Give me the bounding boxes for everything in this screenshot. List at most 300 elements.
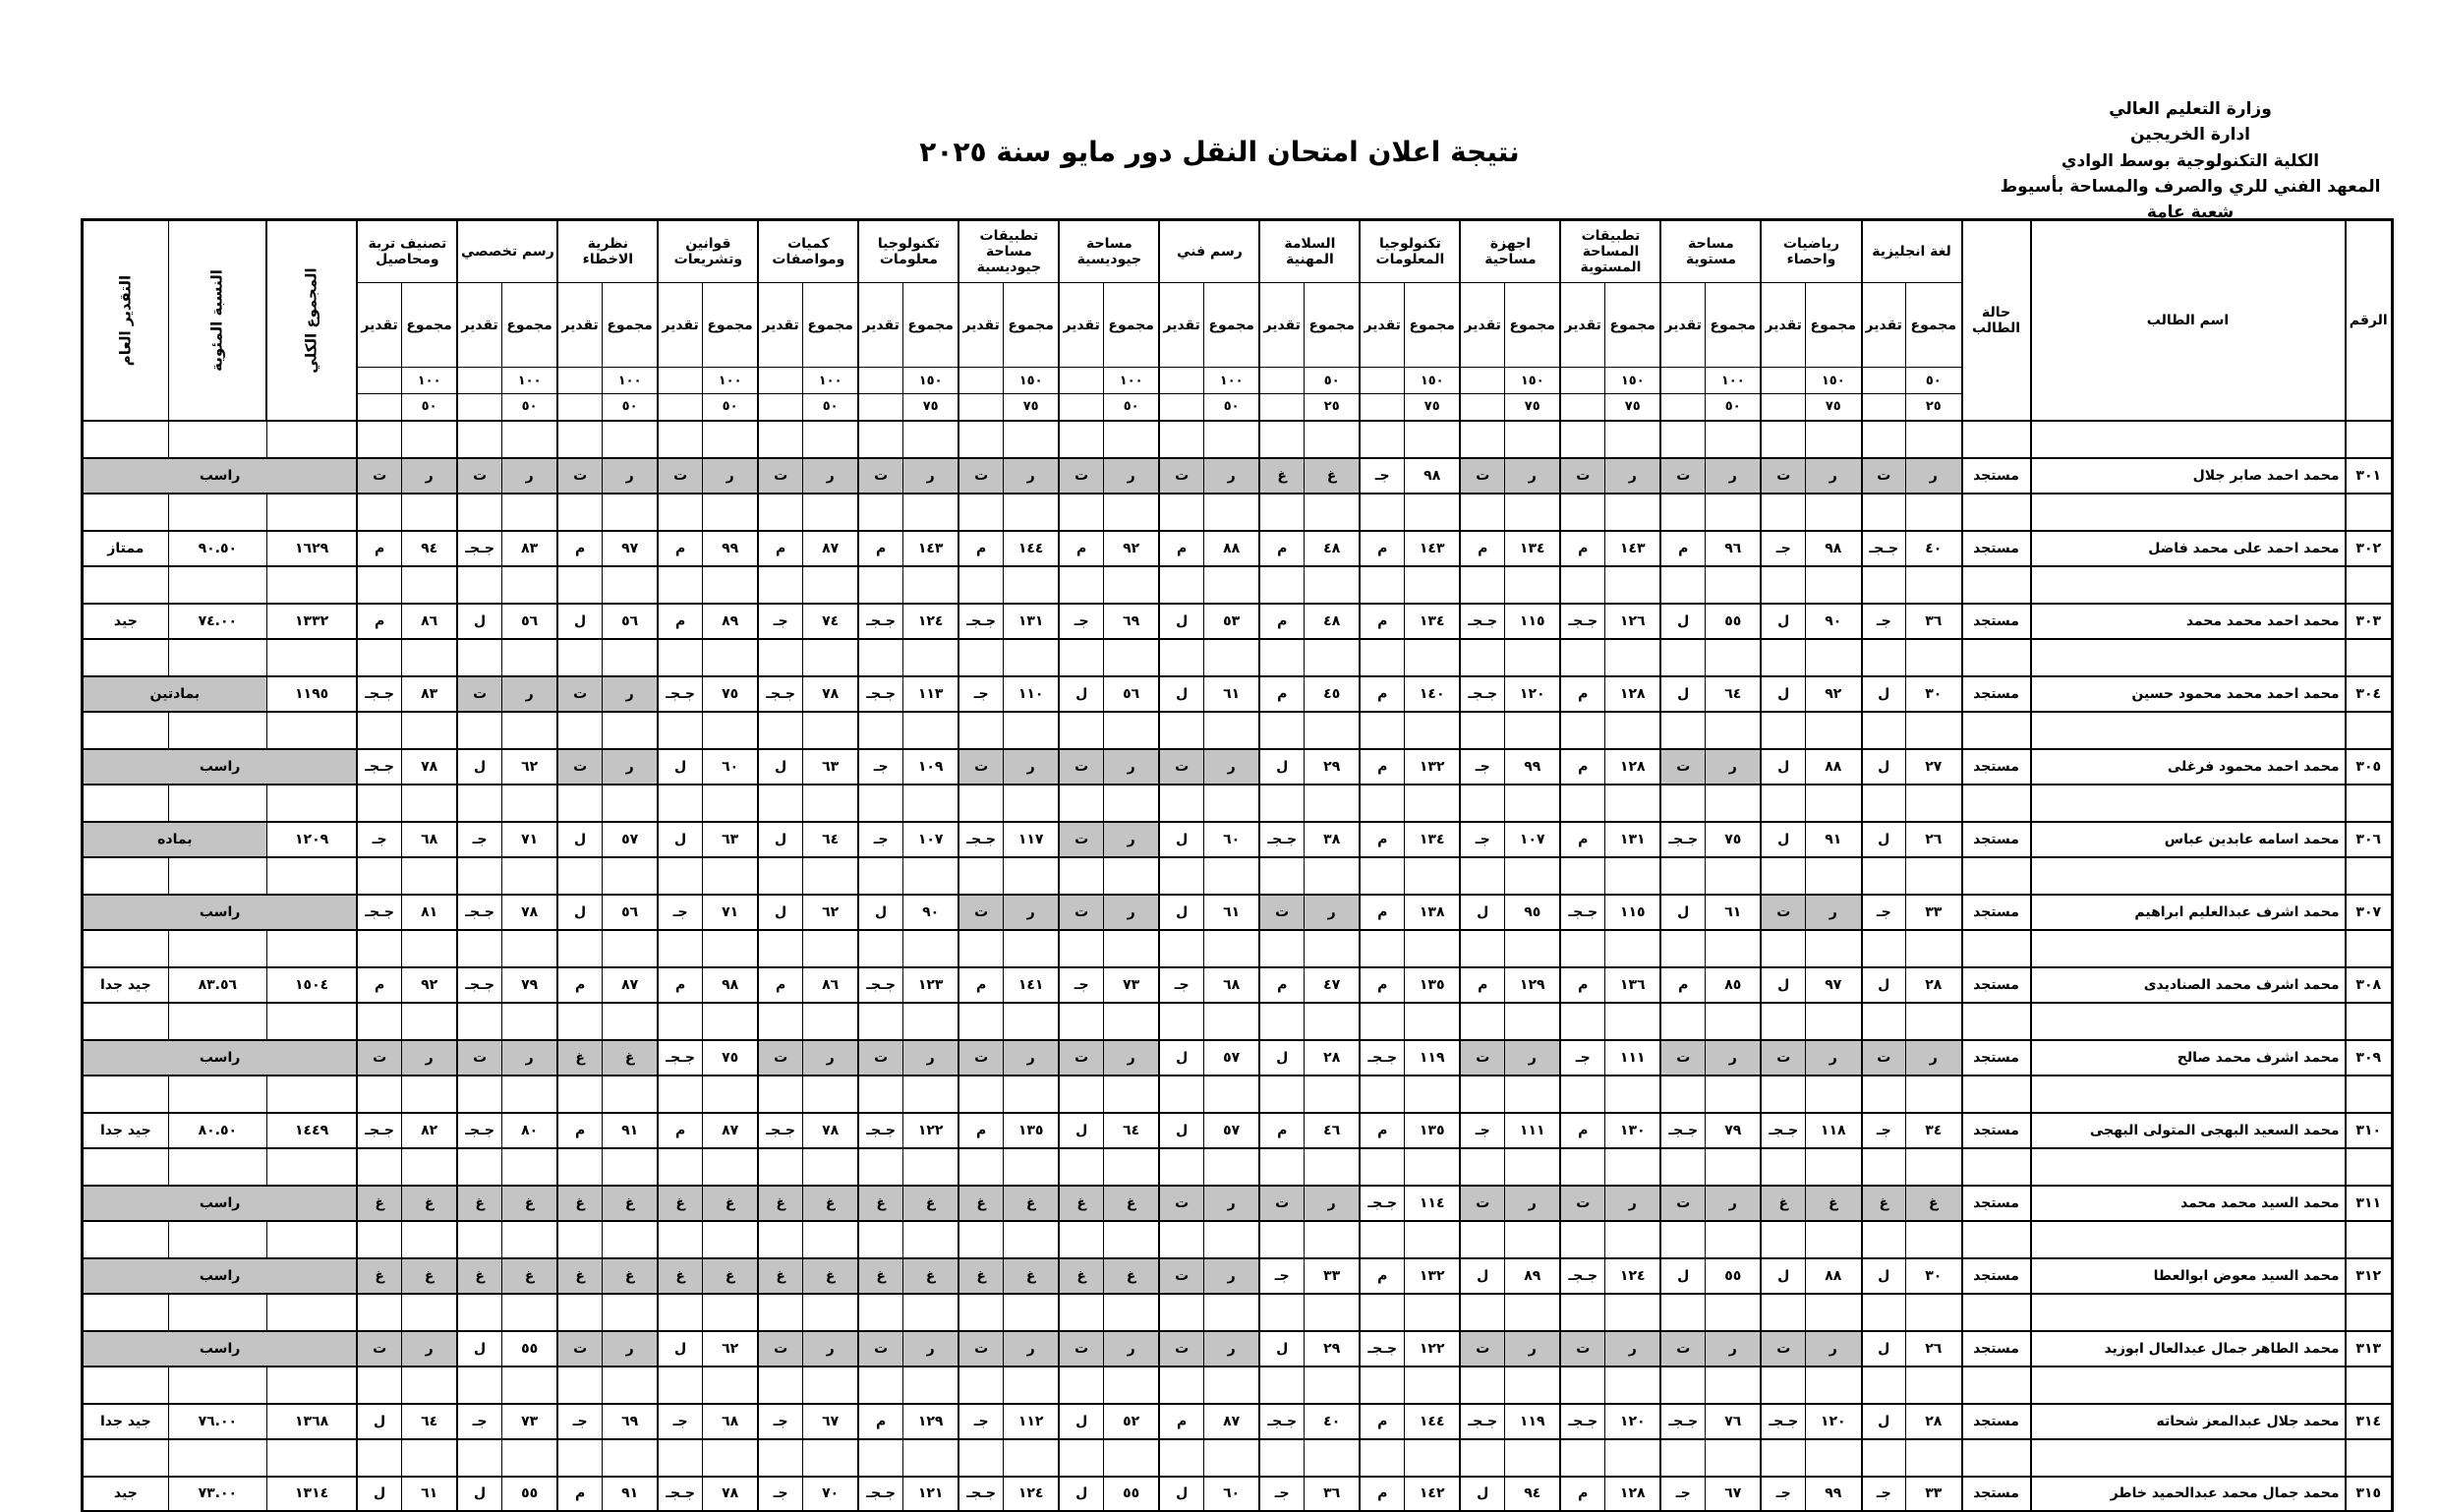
sub-header-score: مجموع xyxy=(1705,283,1761,368)
grade-cell: ت xyxy=(1660,1040,1705,1076)
empty-cell xyxy=(658,394,702,421)
score-cell: ر xyxy=(1504,1186,1560,1221)
grade-cell: ل xyxy=(1460,1258,1504,1294)
student-row xyxy=(82,1040,2392,1076)
subject-pass-mark: ٧٥ xyxy=(1003,394,1059,421)
sub-header-score: مجموع xyxy=(602,283,658,368)
grade-cell: م xyxy=(357,531,401,566)
student-status-cell: مستجد xyxy=(1962,458,2031,494)
spacer-row xyxy=(82,1221,2392,1258)
student-name-cell: محمد جمال محمد عبدالحميد خاطر xyxy=(2031,1477,2346,1512)
grade-cell: ل xyxy=(758,895,802,930)
score-cell: ٦٢ xyxy=(702,1331,758,1367)
grade-cell: ل xyxy=(1862,749,1906,785)
student-name-cell: محمد السيد محمد محمد xyxy=(2031,1186,2346,1221)
student-row xyxy=(82,895,2392,930)
grade-cell: جـ xyxy=(1460,1113,1504,1148)
student-name-cell: محمد احمد محمد محمد xyxy=(2031,604,2346,639)
sub-header-grade: تقدير xyxy=(958,283,1003,368)
score-cell: ٦١ xyxy=(1705,895,1761,930)
student-name-cell: محمد السعيد البهجى المتولى البهجى xyxy=(2031,1113,2346,1148)
col-header-subject-10: تكنولوجيا معلومات xyxy=(858,220,958,283)
total-cell: ١٣٦٨ xyxy=(266,1404,357,1439)
letterhead-line-ministry: وزارة التعليم العالي xyxy=(2109,99,2272,119)
empty-cell xyxy=(958,368,1003,394)
empty-cell xyxy=(1159,368,1203,394)
grade-cell: جـجـ xyxy=(457,1113,501,1148)
grade-cell: ت xyxy=(958,895,1003,930)
score-cell: ١٤٣ xyxy=(1604,531,1660,566)
score-cell: غ xyxy=(802,1258,858,1294)
score-cell: ١٤١ xyxy=(1003,967,1059,1003)
grade-cell: ت xyxy=(557,458,602,494)
grade-cell: م xyxy=(958,967,1003,1003)
grade-cell: ت xyxy=(758,458,802,494)
grade-cell: ل xyxy=(1159,895,1203,930)
student-number-cell: ٣١٢ xyxy=(2346,1258,2393,1294)
sub-header-score: مجموع xyxy=(1906,283,1962,368)
score-cell: ١١٧ xyxy=(1003,822,1059,857)
score-cell: ر xyxy=(1604,1331,1660,1367)
grade-cell: م xyxy=(1259,1113,1304,1148)
summary-partial-cell: بماده xyxy=(82,822,266,857)
score-cell: ١١٤ xyxy=(1404,1186,1460,1221)
score-cell: ٦٠ xyxy=(1203,822,1259,857)
subject-max-mark: ١٥٠ xyxy=(1003,368,1059,394)
grade-cell: م xyxy=(1259,967,1304,1003)
subject-max-mark: ١٥٠ xyxy=(1404,368,1460,394)
score-cell: ١٢١ xyxy=(902,1477,958,1512)
sub-header-grade: تقدير xyxy=(858,283,902,368)
percentage-cell: ٧٣.٠٠ xyxy=(168,1477,266,1512)
grade-cell: جـجـ xyxy=(1761,1113,1805,1148)
grade-cell: جـجـ xyxy=(1560,1258,1604,1294)
grade-cell: جـ xyxy=(658,1404,702,1439)
score-cell: غ xyxy=(602,1258,658,1294)
score-cell: ١٠٧ xyxy=(1504,822,1560,857)
grade-cell: ل xyxy=(658,749,702,785)
grade-cell: جـ xyxy=(1862,604,1906,639)
score-cell: ٥٢ xyxy=(1103,1404,1159,1439)
score-cell: غ xyxy=(1103,1258,1159,1294)
grade-cell: ت xyxy=(1460,1186,1504,1221)
grade-cell: جـجـ xyxy=(457,895,501,930)
student-status-cell: مستجد xyxy=(1962,1258,2031,1294)
student-number-cell: ٣١٣ xyxy=(2346,1331,2393,1367)
grade-cell: م xyxy=(1360,1404,1404,1439)
empty-cell xyxy=(1660,394,1705,421)
score-cell: ٩١ xyxy=(602,1113,658,1148)
grade-cell: جـ xyxy=(1862,895,1906,930)
score-cell: ٣٠ xyxy=(1906,676,1962,712)
grade-cell: جـ xyxy=(1560,1040,1604,1076)
student-status-cell: مستجد xyxy=(1962,822,2031,857)
score-cell: ٧٣ xyxy=(1103,967,1159,1003)
subject-pass-mark: ٧٥ xyxy=(1806,394,1862,421)
score-cell: غ xyxy=(802,1186,858,1221)
student-status-cell: مستجد xyxy=(1962,676,2031,712)
score-cell: ر xyxy=(1705,1186,1761,1221)
spacer-row xyxy=(82,785,2392,822)
score-cell: ٧٨ xyxy=(401,749,457,785)
score-cell: ٤٥ xyxy=(1304,676,1360,712)
score-cell: ١٢٤ xyxy=(902,604,958,639)
score-cell: ر xyxy=(501,458,557,494)
score-cell: ٥٦ xyxy=(501,604,557,639)
empty-cell xyxy=(1761,368,1805,394)
grade-cell: ت xyxy=(1761,458,1805,494)
score-cell: ٤٧ xyxy=(1304,967,1360,1003)
grade-cell: م xyxy=(1159,531,1203,566)
empty-cell xyxy=(557,394,602,421)
grade-cell: جـ xyxy=(1059,604,1103,639)
student-number-cell: ٣٠٩ xyxy=(2346,1040,2393,1076)
grade-cell: م xyxy=(1259,531,1304,566)
empty-cell xyxy=(1259,394,1304,421)
subject-max-mark: ١٠٠ xyxy=(802,368,858,394)
score-cell: ٦٨ xyxy=(1203,967,1259,1003)
student-status-cell: مستجد xyxy=(1962,895,2031,930)
subject-pass-mark: ٥٠ xyxy=(1103,394,1159,421)
grade-cell: ت xyxy=(357,1331,401,1367)
subject-pass-mark: ٧٥ xyxy=(1604,394,1660,421)
grade-cell: جـ xyxy=(1259,1477,1304,1512)
score-cell: ٦٩ xyxy=(602,1404,658,1439)
score-cell: ر xyxy=(1003,458,1059,494)
grade-cell: م xyxy=(1360,604,1404,639)
grade-cell: غ xyxy=(1761,1186,1805,1221)
score-cell: ر xyxy=(1504,1331,1560,1367)
grade-cell: جـ xyxy=(1660,1477,1705,1512)
score-cell: ٧٥ xyxy=(1705,822,1761,857)
sub-header-grade: تقدير xyxy=(658,283,702,368)
score-cell: ١٣٨ xyxy=(1404,895,1460,930)
subject-max-mark: ١٠٠ xyxy=(1103,368,1159,394)
grade-cell: م xyxy=(1259,676,1304,712)
score-cell: ٨٥ xyxy=(1705,967,1761,1003)
score-cell: ٦٢ xyxy=(802,895,858,930)
grade-cell: ل xyxy=(1660,895,1705,930)
grade-cell: جـ xyxy=(357,822,401,857)
score-cell: ر xyxy=(802,1040,858,1076)
score-cell: ٦٣ xyxy=(802,749,858,785)
student-status-cell: مستجد xyxy=(1962,1477,2031,1512)
score-cell: ٥٣ xyxy=(1203,604,1259,639)
score-cell: ١٢٦ xyxy=(1604,604,1660,639)
grade-cell: ت xyxy=(858,1040,902,1076)
grade-cell: ل xyxy=(1660,676,1705,712)
grade-cell: جـجـ xyxy=(1360,1040,1404,1076)
grade-cell: ل xyxy=(1259,1040,1304,1076)
score-cell: ١٣٥ xyxy=(1404,1113,1460,1148)
sub-header-grade: تقدير xyxy=(1660,283,1705,368)
col-header-subject-13: نظرية الاخطاء xyxy=(557,220,658,283)
sub-header-score: مجموع xyxy=(401,283,457,368)
grade-cell: ل xyxy=(1059,1404,1103,1439)
grade-cell: ت xyxy=(1059,895,1103,930)
grade-cell: جـجـ xyxy=(658,1477,702,1512)
student-name-cell: محمد احمد محمود فرغلى xyxy=(2031,749,2346,785)
grade-cell: ل xyxy=(457,749,501,785)
overall-grade-cell: جيد xyxy=(82,604,168,639)
grade-cell: ل xyxy=(1159,822,1203,857)
grade-cell: غ xyxy=(557,1040,602,1076)
grade-cell: ل xyxy=(1159,604,1203,639)
score-cell: ١٣٤ xyxy=(1404,604,1460,639)
score-cell: ر xyxy=(1806,895,1862,930)
grade-cell: ت xyxy=(658,458,702,494)
score-cell: ١٣٥ xyxy=(1404,967,1460,1003)
grade-cell: جـجـ xyxy=(958,604,1003,639)
grade-cell: ت xyxy=(1862,1040,1906,1076)
empty-cell xyxy=(557,368,602,394)
sub-header-grade: تقدير xyxy=(357,283,401,368)
score-cell: ٦٤ xyxy=(802,822,858,857)
student-status-cell: مستجد xyxy=(1962,1113,2031,1148)
score-cell: ر xyxy=(1103,458,1159,494)
subject-max-mark: ١٥٠ xyxy=(1604,368,1660,394)
grade-cell: جـ xyxy=(1259,1258,1304,1294)
grade-cell: م xyxy=(1560,676,1604,712)
overall-grade-cell: جيد جدا xyxy=(82,1404,168,1439)
grade-cell: ل xyxy=(457,1477,501,1512)
student-number-cell: ٣١٠ xyxy=(2346,1113,2393,1148)
grade-cell: جـجـ xyxy=(658,676,702,712)
score-cell: ١٣٤ xyxy=(1404,822,1460,857)
grade-cell: ل xyxy=(1159,1477,1203,1512)
grade-cell: جـ xyxy=(758,604,802,639)
grade-cell: جـجـ xyxy=(958,822,1003,857)
score-cell: ١٢٩ xyxy=(902,1404,958,1439)
empty-cell xyxy=(457,394,501,421)
student-name-cell: محمد احمد على محمد فاضل xyxy=(2031,531,2346,566)
grade-cell: ل xyxy=(557,895,602,930)
overall-grade-cell: جيد xyxy=(82,1477,168,1512)
sub-header-grade: تقدير xyxy=(1460,283,1504,368)
grade-cell: جـجـ xyxy=(1460,676,1504,712)
sub-header-grade: تقدير xyxy=(1259,283,1304,368)
score-cell: ١٢٨ xyxy=(1604,749,1660,785)
grade-cell: غ xyxy=(1059,1258,1103,1294)
col-header-student-name: اسم الطالب xyxy=(2031,220,2346,421)
score-cell: ر xyxy=(1806,1040,1862,1076)
grade-cell: جـجـ xyxy=(357,1113,401,1148)
score-cell: ر xyxy=(401,1331,457,1367)
score-cell: ٤٨ xyxy=(1304,604,1360,639)
score-cell: ر xyxy=(1604,1186,1660,1221)
col-header-subject-9: تطبيقات مساحة جيوديسية xyxy=(958,220,1059,283)
total-cell: ١٢٠٩ xyxy=(266,822,357,857)
col-header-subject-14: رسم تخصصي xyxy=(457,220,557,283)
grade-cell: ت xyxy=(758,1040,802,1076)
score-cell: ٨٧ xyxy=(802,531,858,566)
grade-cell: جـجـ xyxy=(858,1113,902,1148)
summary-partial-cell: بمادتين xyxy=(82,676,266,712)
grade-cell: جـجـ xyxy=(758,676,802,712)
grade-cell: ت xyxy=(357,1040,401,1076)
subject-pass-mark: ٢٥ xyxy=(1906,394,1962,421)
score-cell: ر xyxy=(902,1040,958,1076)
grade-cell: جـجـ xyxy=(858,604,902,639)
letterhead-line-division: شعبة عامة xyxy=(2146,203,2235,223)
score-cell: ١٠٩ xyxy=(902,749,958,785)
score-cell: ١٤٣ xyxy=(902,531,958,566)
total-cell: ١١٩٥ xyxy=(266,676,357,712)
subject-pass-mark: ٢٥ xyxy=(1304,394,1360,421)
score-cell: ١٢٨ xyxy=(1604,1477,1660,1512)
score-cell: ١١٩ xyxy=(1504,1404,1560,1439)
subject-pass-mark: ٧٥ xyxy=(902,394,958,421)
grade-cell: م xyxy=(1059,531,1103,566)
score-cell: ٦١ xyxy=(401,1477,457,1512)
student-name-cell: محمد احمد صابر جلال xyxy=(2031,458,2346,494)
student-status-cell: مستجد xyxy=(1962,1040,2031,1076)
student-number-cell: ٣٠٧ xyxy=(2346,895,2393,930)
score-cell: ر xyxy=(1003,1331,1059,1367)
student-number-cell: ٣٠٣ xyxy=(2346,604,2393,639)
sub-header-score: مجموع xyxy=(1003,283,1059,368)
sub-header-score: مجموع xyxy=(1103,283,1159,368)
score-cell: ٦٨ xyxy=(401,822,457,857)
score-cell: ١١١ xyxy=(1504,1113,1560,1148)
score-cell: ر xyxy=(1906,1040,1962,1076)
student-number-cell: ٣٠١ xyxy=(2346,458,2393,494)
col-header-number: الرقم xyxy=(2346,220,2393,421)
score-cell: ٦٠ xyxy=(1203,1477,1259,1512)
col-header-subject-4: اجهزة مساحية xyxy=(1460,220,1560,283)
score-cell: ٨٦ xyxy=(802,967,858,1003)
student-name-cell: محمد الطاهر جمال عبدالعال ابوزيد xyxy=(2031,1331,2346,1367)
grade-cell: غ xyxy=(557,1186,602,1221)
grade-cell: م xyxy=(758,531,802,566)
score-cell: ٢٨ xyxy=(1906,967,1962,1003)
grade-cell: م xyxy=(658,604,702,639)
grade-cell: م xyxy=(1560,1477,1604,1512)
score-cell: غ xyxy=(1003,1258,1059,1294)
score-cell: غ xyxy=(1806,1186,1862,1221)
subject-pass-mark: ٧٥ xyxy=(1404,394,1460,421)
score-cell: ٧٣ xyxy=(501,1404,557,1439)
score-cell: ٦٢ xyxy=(501,749,557,785)
student-status-cell: مستجد xyxy=(1962,749,2031,785)
score-cell: غ xyxy=(902,1186,958,1221)
score-cell: ٩٨ xyxy=(702,967,758,1003)
grade-cell: م xyxy=(1159,1404,1203,1439)
score-cell: ٩٩ xyxy=(702,531,758,566)
score-cell: ١٣٦ xyxy=(1604,967,1660,1003)
grade-cell: ل xyxy=(1862,676,1906,712)
grade-cell: ت xyxy=(1159,1186,1203,1221)
empty-cell xyxy=(858,394,902,421)
grade-cell: ل xyxy=(1159,676,1203,712)
score-cell: ٧٦ xyxy=(1705,1404,1761,1439)
grade-cell: ل xyxy=(1460,895,1504,930)
grade-cell: ت xyxy=(858,1331,902,1367)
empty-cell xyxy=(958,394,1003,421)
score-cell: ١٣٢ xyxy=(1404,749,1460,785)
score-cell: غ xyxy=(401,1258,457,1294)
grade-cell: ت xyxy=(1159,1331,1203,1367)
score-cell: ٢٨ xyxy=(1304,1040,1360,1076)
score-cell: ٦٤ xyxy=(1705,676,1761,712)
sub-header-grade: تقدير xyxy=(1360,283,1404,368)
empty-cell xyxy=(357,394,401,421)
score-cell: ٥٥ xyxy=(1705,1258,1761,1294)
score-cell: ر xyxy=(1203,749,1259,785)
total-cell: ١٣١٤ xyxy=(266,1477,357,1512)
spacer-row xyxy=(82,494,2392,531)
score-cell: ر xyxy=(1504,458,1560,494)
empty-cell xyxy=(1560,394,1604,421)
subject-pass-mark: ٥٠ xyxy=(1203,394,1259,421)
score-cell: ١٢٣ xyxy=(902,967,958,1003)
subject-pass-mark: ٧٥ xyxy=(1504,394,1560,421)
grade-cell: غ xyxy=(457,1258,501,1294)
total-cell: ١٤٤٩ xyxy=(266,1113,357,1148)
grade-cell: ت xyxy=(1159,458,1203,494)
grade-cell: ت xyxy=(858,458,902,494)
score-cell: ١٠٧ xyxy=(902,822,958,857)
grade-cell: غ xyxy=(1259,458,1304,494)
student-name-cell: محمد اشرف عبدالعليم ابراهيم xyxy=(2031,895,2346,930)
score-cell: غ xyxy=(1304,458,1360,494)
grade-cell: ت xyxy=(1259,895,1304,930)
score-cell: ر xyxy=(802,458,858,494)
student-number-cell: ٣١٥ xyxy=(2346,1477,2393,1512)
spacer-row xyxy=(82,1294,2392,1331)
empty-cell xyxy=(858,368,902,394)
empty-cell xyxy=(1460,394,1504,421)
score-cell: ٥٥ xyxy=(1705,604,1761,639)
grade-cell: م xyxy=(658,531,702,566)
score-cell: ر xyxy=(1203,1186,1259,1221)
score-cell: ٨٧ xyxy=(602,967,658,1003)
score-cell: ١٢٢ xyxy=(1404,1331,1460,1367)
grade-cell: ل xyxy=(457,1331,501,1367)
score-cell: ر xyxy=(702,458,758,494)
student-row xyxy=(82,604,2392,639)
score-cell: ١١٥ xyxy=(1504,604,1560,639)
score-cell: غ xyxy=(501,1186,557,1221)
student-row xyxy=(82,1113,2392,1148)
score-cell: ١٢٩ xyxy=(1504,967,1560,1003)
grade-cell: م xyxy=(557,1477,602,1512)
score-cell: ٥٥ xyxy=(501,1331,557,1367)
score-cell: ١٢٠ xyxy=(1806,1404,1862,1439)
total-cell: ١٥٠٤ xyxy=(266,967,357,1003)
score-cell: ر xyxy=(1705,1040,1761,1076)
grade-cell: جـجـ xyxy=(1259,822,1304,857)
student-name-cell: محمد احمد محمد محمود حسين xyxy=(2031,676,2346,712)
empty-cell xyxy=(1660,368,1705,394)
grade-cell: ل xyxy=(1761,967,1805,1003)
grade-cell: ت xyxy=(1460,1040,1504,1076)
spacer-row xyxy=(82,639,2392,676)
grade-cell: غ xyxy=(1059,1186,1103,1221)
grade-cell: م xyxy=(1560,967,1604,1003)
grade-cell: م xyxy=(858,531,902,566)
student-name-cell: محمد جلال عبدالمعز شحاته xyxy=(2031,1404,2346,1439)
grade-cell: ت xyxy=(457,458,501,494)
subject-max-mark: ١٠٠ xyxy=(501,368,557,394)
grade-cell: ل xyxy=(1059,1477,1103,1512)
score-cell: ٢٦ xyxy=(1906,822,1962,857)
subject-max-mark: ١٥٠ xyxy=(1504,368,1560,394)
score-cell: ر xyxy=(902,1331,958,1367)
score-cell: ٩٠ xyxy=(902,895,958,930)
score-cell: ١١٩ xyxy=(1404,1040,1460,1076)
score-cell: ٣٣ xyxy=(1906,895,1962,930)
